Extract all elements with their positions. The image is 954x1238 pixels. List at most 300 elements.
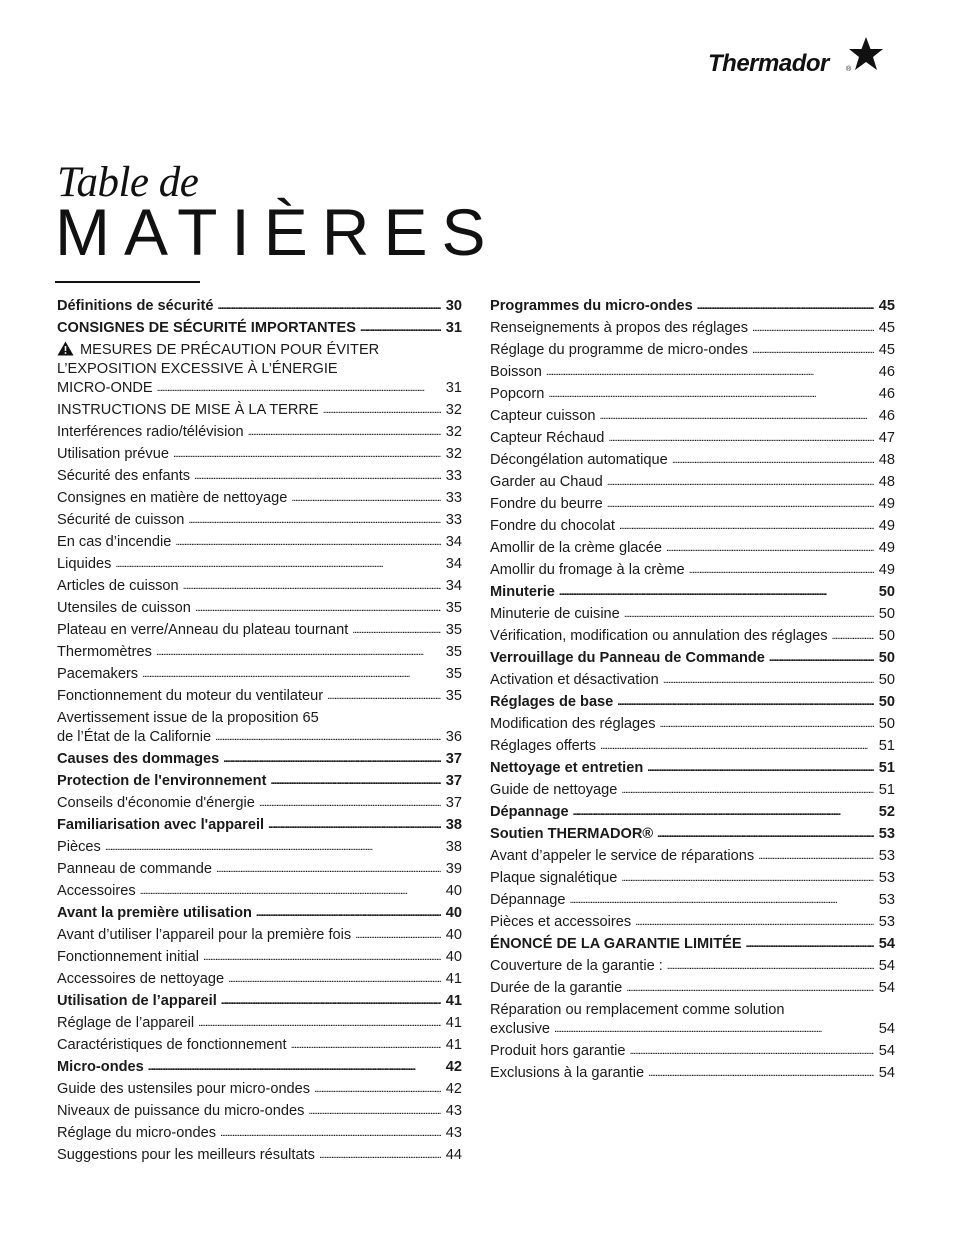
toc-entry[interactable] [57, 926, 462, 945]
dot-leader [621, 783, 874, 797]
toc-entry-page: 37 [445, 773, 462, 789]
brand-registered-mark: ® [846, 66, 852, 73]
dot-leader [360, 321, 441, 335]
toc-entry-page: 37 [445, 751, 462, 767]
dot-leader [319, 1148, 441, 1162]
toc-entry-label: Amollir de la crème glacée [490, 540, 662, 556]
toc-entry-page: 50 [878, 584, 895, 600]
dot-leader [268, 818, 441, 832]
toc-entry-label: Activation et désactivation [490, 672, 659, 688]
dot-leader [689, 563, 874, 577]
dot-leader [599, 409, 874, 423]
toc-entry-label: Produit hors garantie [490, 1043, 626, 1059]
toc-entry[interactable] [490, 869, 895, 888]
dot-leader [666, 541, 874, 555]
toc-entry[interactable] [57, 838, 462, 857]
dot-leader [832, 629, 875, 643]
dot-leader [156, 645, 441, 659]
toc-entry[interactable] [490, 363, 895, 382]
toc-entry[interactable] [57, 1080, 462, 1099]
toc-entry[interactable] [57, 1124, 462, 1143]
toc-entry-page: 50 [878, 716, 895, 732]
toc-entry[interactable] [57, 772, 462, 791]
toc-entry[interactable] [57, 621, 462, 640]
title-rule [55, 281, 200, 283]
toc-entry-page: 45 [878, 320, 895, 336]
dot-leader [314, 1082, 441, 1096]
toc-entry-page: 38 [445, 817, 462, 833]
toc-entry-label: Garder au Chaud [490, 474, 603, 490]
dot-leader [256, 906, 441, 920]
toc-entry[interactable] [57, 643, 462, 662]
toc-entry-page: 35 [445, 644, 462, 660]
dot-leader [148, 1060, 441, 1074]
toc-entry-label: Exclusions à la garantie [490, 1065, 645, 1081]
toc-entry-page: 50 [878, 628, 895, 644]
toc-entry-label: Fonctionnement initial [57, 949, 199, 965]
toc-entry-multiline[interactable] [490, 1001, 895, 1039]
toc-entry-label: Réglage du programme de micro-ondes [490, 342, 748, 358]
dot-leader [175, 535, 441, 549]
toc-entry-page: 53 [878, 892, 895, 908]
toc-entry[interactable] [57, 1058, 462, 1077]
toc-entry-label: Causes des dommages [57, 751, 220, 767]
toc-entry-page: 44 [445, 1147, 462, 1163]
toc-entry[interactable] [490, 627, 895, 646]
toc-entry[interactable] [57, 750, 462, 769]
star-icon [847, 36, 885, 72]
toc-entry-page: 45 [878, 298, 895, 314]
toc-entry-line-text: L’EXPOSITION EXCESSIVE À L’ÉNERGIE [57, 361, 338, 377]
toc-entry[interactable] [490, 737, 895, 756]
dot-leader [218, 299, 441, 313]
dot-leader [660, 717, 875, 731]
toc-entry-page: 33 [445, 468, 462, 484]
toc-entry-label: Durée de la garantie [490, 980, 623, 996]
toc-entry-label: En cas d’incendie [57, 534, 172, 550]
toc-entry-multiline[interactable] [57, 341, 462, 398]
toc-entry-label: Vérification, modification ou annulation des réglages [490, 628, 828, 644]
toc-entry[interactable] [490, 1064, 895, 1083]
toc-entry-label: Niveaux de puissance du micro-ondes [57, 1103, 305, 1119]
dot-leader [142, 667, 441, 681]
dot-leader [198, 1016, 441, 1030]
toc-left-column [57, 297, 462, 1168]
dot-leader [752, 321, 874, 335]
toc-entry[interactable] [57, 423, 462, 442]
toc-entry[interactable] [490, 319, 895, 338]
toc-entry[interactable] [490, 1020, 895, 1039]
toc-entry[interactable] [490, 583, 895, 602]
toc-entry-page: 39 [445, 861, 462, 877]
toc-entry-page: 54 [878, 936, 895, 952]
toc-entry-page: 35 [445, 600, 462, 616]
toc-entry-label: Guide de nettoyage [490, 782, 618, 798]
dot-leader [624, 607, 874, 621]
toc-entry[interactable] [490, 605, 895, 624]
toc-entry-page: 54 [878, 1043, 895, 1059]
toc-entry-label: Plaque signalétique [490, 870, 618, 886]
toc-entry[interactable] [57, 1146, 462, 1165]
toc-entry-page: 47 [878, 430, 895, 446]
toc-entry-page: 35 [445, 688, 462, 704]
toc-entry-page: 41 [445, 993, 462, 1009]
dot-leader [203, 950, 441, 964]
dot-leader [291, 1038, 441, 1052]
dot-leader [220, 1126, 441, 1140]
toc-entry-label: Réglages offerts [490, 738, 597, 754]
toc-entry[interactable] [57, 401, 462, 420]
toc-entry[interactable] [490, 429, 895, 448]
toc-entry-page: 53 [878, 870, 895, 886]
dot-leader [323, 403, 441, 417]
dot-leader [115, 557, 441, 571]
toc-entry-label: Utilisation prévue [57, 446, 169, 462]
toc-entry-label: Avant d’appeler le service de réparations [490, 848, 755, 864]
toc-entry-page: 50 [878, 694, 895, 710]
toc-entry-label: Fondre du beurre [490, 496, 603, 512]
dot-leader [352, 623, 441, 637]
dot-leader [573, 805, 874, 819]
toc-entry-label: Accessoires de nettoyage [57, 971, 225, 987]
toc-entry-label: Réglages de base [490, 694, 614, 710]
dot-leader [327, 689, 441, 703]
toc-entry-page: 40 [445, 883, 462, 899]
toc-entry[interactable] [57, 816, 462, 835]
toc-entry-label: Guide des ustensiles pour micro-ondes [57, 1081, 311, 1097]
toc-entry-label: Minuterie [490, 584, 555, 600]
toc-entry-label: Programmes du micro-ondes [490, 298, 693, 314]
toc-entry-page: 41 [445, 971, 462, 987]
page-title: MATIÈRES [55, 195, 500, 269]
toc-entry-page: 50 [878, 606, 895, 622]
toc-entry-label: Conseils d'économie d'énergie [57, 795, 255, 811]
dot-leader [672, 453, 874, 467]
toc-entry[interactable] [490, 825, 895, 844]
toc-entry-page: 42 [445, 1081, 462, 1097]
toc-entry-page: 34 [445, 556, 462, 572]
toc-entry[interactable] [57, 379, 462, 398]
toc-entry-page: 51 [878, 738, 895, 754]
toc-entry[interactable] [57, 687, 462, 706]
toc-entry-page: 40 [445, 905, 462, 921]
toc-entry[interactable] [490, 957, 895, 976]
toc-entry-label: Pièces [57, 839, 101, 855]
toc-entry[interactable] [490, 693, 895, 712]
toc-entry[interactable] [57, 577, 462, 596]
toc-entry[interactable] [57, 555, 462, 574]
dot-leader [188, 513, 441, 527]
dot-leader [769, 651, 874, 665]
toc-entry-page: 46 [878, 408, 895, 424]
toc-entry-label: Nettoyage et entretien [490, 760, 644, 776]
toc-entry-page: 30 [445, 298, 462, 314]
toc-entry-label: ÉNONCÉ DE LA GARANTIE LIMITÉE [490, 936, 742, 952]
toc-entry[interactable] [490, 715, 895, 734]
brand-name: Thermador [708, 50, 829, 77]
toc-entry-page: 35 [445, 666, 462, 682]
dot-leader [607, 475, 874, 489]
toc-entry-label: Définitions de sécurité [57, 298, 214, 314]
toc-entry-label: Familiarisation avec l'appareil [57, 817, 265, 833]
toc-entry[interactable] [57, 665, 462, 684]
toc-entry-page: 54 [878, 1065, 895, 1081]
dot-leader [600, 739, 874, 753]
dot-leader [105, 840, 441, 854]
toc-entry-label: Micro-ondes [57, 1059, 144, 1075]
dot-leader [223, 752, 441, 766]
toc-entry[interactable] [490, 891, 895, 910]
toc-entry[interactable] [490, 561, 895, 580]
toc-entry-page: 45 [878, 342, 895, 358]
dot-leader [758, 849, 874, 863]
dot-leader [221, 994, 441, 1008]
toc-entry[interactable] [57, 297, 462, 316]
toc-entry[interactable] [57, 1014, 462, 1033]
toc-entry-page: 42 [445, 1059, 462, 1075]
toc-entry[interactable] [57, 467, 462, 486]
toc-entry-label: Avant la première utilisation [57, 905, 252, 921]
toc-entry-line [57, 341, 462, 360]
toc-entry-label: Avant d’utiliser l’appareil pour la première fois [57, 927, 352, 943]
dot-leader [194, 469, 441, 483]
toc-entry-line [490, 1001, 895, 1020]
toc-entry[interactable] [490, 407, 895, 426]
dot-leader [546, 365, 874, 379]
dot-leader [559, 585, 874, 599]
dot-leader [215, 730, 441, 744]
toc-entry-label: Suggestions pour les meilleurs résultats [57, 1147, 315, 1163]
toc-entry-page: 41 [445, 1015, 462, 1031]
toc-entry-page: 49 [878, 496, 895, 512]
toc-entry-page: 49 [878, 540, 895, 556]
toc-entry[interactable] [57, 533, 462, 552]
toc-entry-label: Sécurité de cuisson [57, 512, 185, 528]
toc-entry-page: 49 [878, 562, 895, 578]
dot-leader [657, 827, 874, 841]
toc-entry-label: Plateau en verre/Anneau du plateau tournant [57, 622, 349, 638]
toc-entry-label: Pacemakers [57, 666, 139, 682]
dot-leader [648, 1066, 874, 1080]
toc-entry-page: 35 [445, 622, 462, 638]
toc-entry-page: 49 [878, 518, 895, 534]
dot-leader [140, 884, 441, 898]
dot-leader [626, 981, 874, 995]
toc-entry[interactable] [490, 385, 895, 404]
toc-entry-page: 51 [878, 760, 895, 776]
toc-entry-page: 48 [878, 452, 895, 468]
toc-entry-label: Réglage de l’appareil [57, 1015, 195, 1031]
dot-leader [195, 601, 441, 615]
toc-entry[interactable] [57, 948, 462, 967]
toc-entry-label: Pièces et accessoires [490, 914, 632, 930]
toc-entry[interactable] [490, 979, 895, 998]
toc-entry-label: CONSIGNES DE SÉCURITÉ IMPORTANTES [57, 320, 356, 336]
toc-entry[interactable] [57, 992, 462, 1011]
toc-entry-label: Utilisation de l’appareil [57, 993, 217, 1009]
toc-entry[interactable] [57, 904, 462, 923]
toc-entry[interactable] [57, 794, 462, 813]
dot-leader [259, 796, 441, 810]
toc-entry-multiline[interactable] [57, 709, 462, 747]
dot-leader [663, 673, 874, 687]
dot-leader [173, 447, 441, 461]
toc-entry-page: 50 [878, 650, 895, 666]
dot-leader [621, 871, 874, 885]
toc-right-column [490, 297, 895, 1086]
toc-entry-page: 54 [878, 1021, 895, 1037]
dot-leader [554, 1022, 874, 1036]
toc-entry-label: Soutien THERMADOR® [490, 826, 654, 842]
dot-leader [617, 695, 874, 709]
toc-entry-page: 48 [878, 474, 895, 490]
toc-entry-label: Sécurité des enfants [57, 468, 191, 484]
toc-entry[interactable] [57, 319, 462, 338]
dot-leader [157, 381, 441, 395]
dot-leader [635, 915, 874, 929]
toc-entry-page: 50 [878, 672, 895, 688]
toc-entry[interactable] [490, 473, 895, 492]
toc-entry-page: 53 [878, 826, 895, 842]
toc-entry-label: Renseignements à propos des réglages [490, 320, 748, 336]
toc-entry[interactable] [490, 649, 895, 668]
toc-entry[interactable] [490, 297, 895, 316]
toc-entry-page: 53 [878, 848, 895, 864]
toc-entry[interactable] [490, 539, 895, 558]
toc-entry[interactable] [490, 935, 895, 954]
toc-entry-label: Capteur cuisson [490, 408, 596, 424]
toc-entry-page: 34 [445, 578, 462, 594]
toc-entry-page: 38 [445, 839, 462, 855]
toc-entry-page: 53 [878, 914, 895, 930]
toc-entry-label: Amollir du fromage à la crème [490, 562, 685, 578]
toc-entry[interactable] [490, 495, 895, 514]
toc-entry-line-text: Réparation ou remplacement comme solution [490, 1002, 785, 1018]
dot-leader [752, 343, 874, 357]
toc-entry[interactable] [57, 511, 462, 530]
toc-entry[interactable] [490, 451, 895, 470]
toc-entry[interactable] [57, 970, 462, 989]
dot-leader [607, 497, 874, 511]
toc-entry-page: 32 [445, 402, 462, 418]
toc-entry-page: 54 [878, 958, 895, 974]
toc-entry-label: de l’État de la Californie [57, 729, 212, 745]
toc-entry-line [57, 360, 462, 379]
toc-entry-page: 34 [445, 534, 462, 550]
toc-entry[interactable] [57, 445, 462, 464]
toc-entry[interactable] [490, 341, 895, 360]
toc-entry[interactable] [490, 913, 895, 932]
thermador-logo [708, 36, 888, 80]
toc-entry-page: 43 [445, 1103, 462, 1119]
toc-entry[interactable] [490, 847, 895, 866]
toc-entry-label: Dépannage [490, 804, 569, 820]
toc-entry-page: 46 [878, 364, 895, 380]
toc-entry-line-text: MESURES DE PRÉCAUTION POUR ÉVITER [80, 342, 380, 358]
toc-entry-label: Modification des réglages [490, 716, 656, 732]
toc-entry-page: 33 [445, 512, 462, 528]
toc-entry[interactable] [490, 781, 895, 800]
dot-leader [629, 1044, 874, 1058]
toc-entry-label: Boisson [490, 364, 542, 380]
toc-entry[interactable] [57, 599, 462, 618]
dot-leader [228, 972, 441, 986]
toc-entry[interactable] [490, 759, 895, 778]
dot-leader [697, 299, 874, 313]
dot-leader [291, 491, 441, 505]
toc-entry-label: Thermomètres [57, 644, 152, 660]
toc-entry[interactable] [57, 882, 462, 901]
toc-entry[interactable] [57, 860, 462, 879]
warning-icon [57, 341, 74, 356]
toc-entry-label: Interférences radio/télévision [57, 424, 244, 440]
toc-entry[interactable] [490, 671, 895, 690]
toc-entry-label: INSTRUCTIONS DE MISE À LA TERRE [57, 402, 319, 418]
dot-leader [183, 579, 441, 593]
toc-entry-label: exclusive [490, 1021, 551, 1037]
dot-leader [548, 387, 874, 401]
toc-entry[interactable] [490, 517, 895, 536]
toc-entry-label: Caractéristiques de fonctionnement [57, 1037, 287, 1053]
toc-entry-page: 43 [445, 1125, 462, 1141]
toc-entry-page: 40 [445, 949, 462, 965]
dot-leader [308, 1104, 441, 1118]
toc-entry-label: Articles de cuisson [57, 578, 179, 594]
dot-leader [355, 928, 441, 942]
dot-leader [569, 893, 874, 907]
dot-leader [216, 862, 441, 876]
toc-entry[interactable] [57, 1102, 462, 1121]
toc-entry-label: Utensiles de cuisson [57, 600, 191, 616]
toc-entry-label: Fondre du chocolat [490, 518, 615, 534]
toc-entry-label: Fonctionnement du moteur du ventilateur [57, 688, 324, 704]
toc-entry-line-text: Avertissement issue de la proposition 65 [57, 710, 319, 726]
toc-entry-label: Panneau de commande [57, 861, 212, 877]
toc-entry[interactable] [57, 489, 462, 508]
toc-entry-page: 36 [445, 729, 462, 745]
title-script: Table de [57, 159, 199, 206]
dot-leader [619, 519, 874, 533]
toc-entry[interactable] [490, 1042, 895, 1061]
toc-entry-label: Accessoires [57, 883, 136, 899]
toc-entry-label: Consignes en matière de nettoyage [57, 490, 288, 506]
toc-entry-page: 54 [878, 980, 895, 996]
toc-entry-page: 33 [445, 490, 462, 506]
dot-leader [667, 959, 874, 973]
toc-entry-label: Décongélation automatique [490, 452, 668, 468]
dot-leader [248, 425, 441, 439]
toc-entry-page: 32 [445, 424, 462, 440]
toc-entry-page: 40 [445, 927, 462, 943]
toc-entry-label: Verrouillage du Panneau de Commande [490, 650, 765, 666]
toc-entry-label: MICRO-ONDE [57, 380, 153, 396]
toc-entry-page: 31 [445, 320, 462, 336]
toc-entry-page: 46 [878, 386, 895, 402]
toc-entry-label: Dépannage [490, 892, 566, 908]
toc-entry-page: 51 [878, 782, 895, 798]
toc-entry-label: Protection de l'environnement [57, 773, 267, 789]
dot-leader [746, 937, 874, 951]
toc-entry-line [57, 709, 462, 728]
toc-entry[interactable] [57, 728, 462, 747]
toc-entry-label: Réglage du micro-ondes [57, 1125, 216, 1141]
toc-entry[interactable] [490, 803, 895, 822]
toc-entry-label: Popcorn [490, 386, 545, 402]
toc-entry-page: 52 [878, 804, 895, 820]
dot-leader [647, 761, 874, 775]
toc-entry[interactable] [57, 1036, 462, 1055]
toc-entry-page: 31 [445, 380, 462, 396]
